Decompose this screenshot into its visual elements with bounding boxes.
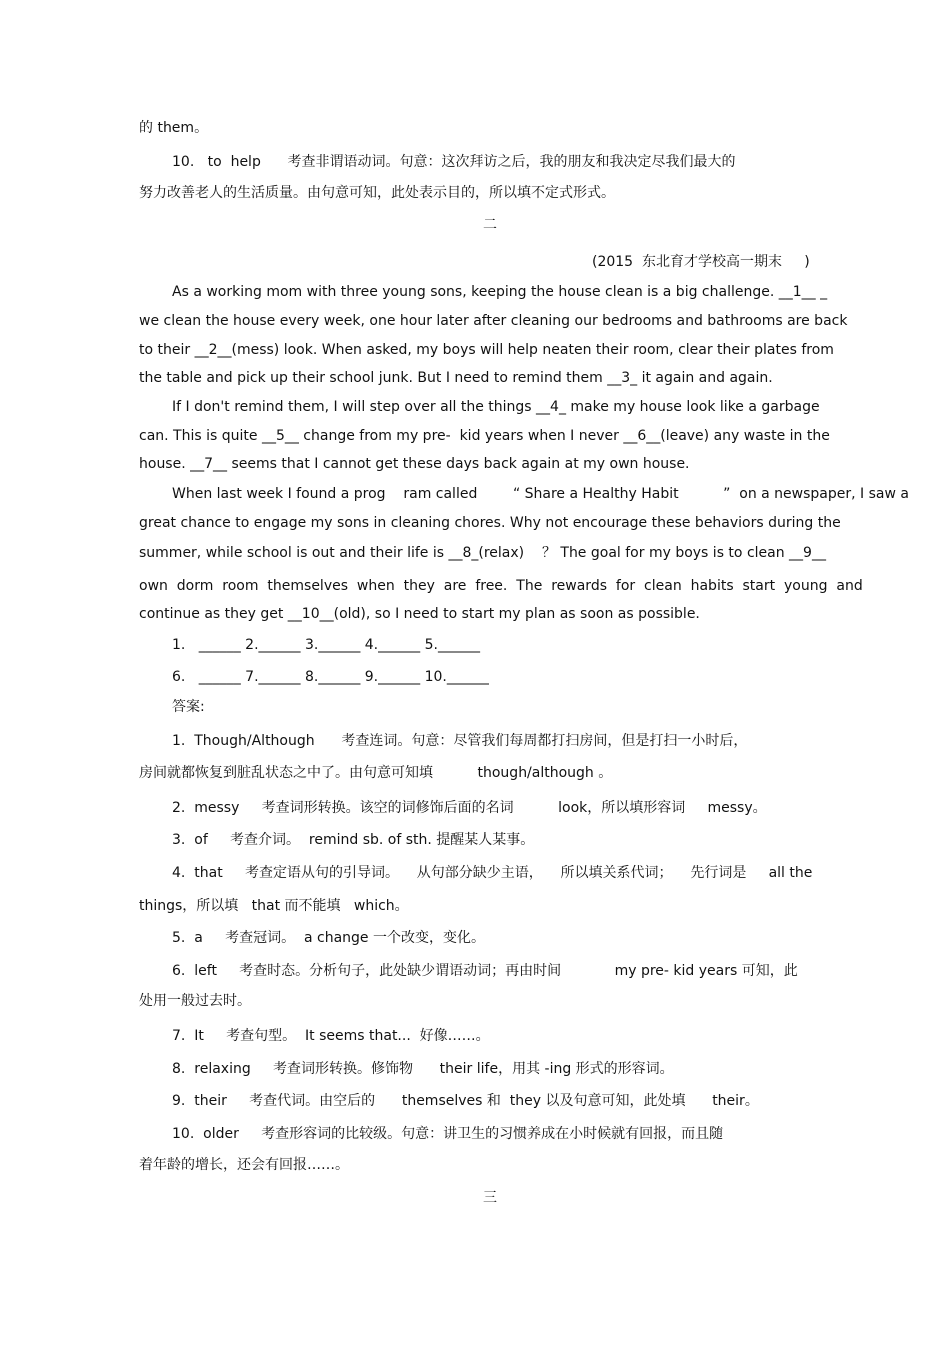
- answer-line: 5. a 考查冠词。 a change 一个改变，变化。: [172, 930, 485, 946]
- passage-line: we clean the house every week, one hour later after cleaning our bedrooms and bathrooms are back: [139, 313, 848, 329]
- answer-line: 处用一般过去时。: [139, 993, 251, 1009]
- passage-line: summer, while school is out and their life is __8_(relax) ？ The goal for my boys is to clean __9__: [139, 545, 826, 561]
- source-note: (2015 东北育才学校高一期末 ): [592, 254, 810, 270]
- passage-line: As a working mom with three young sons, keeping the house clean is a big challenge. __1__ _: [172, 284, 828, 300]
- answer-line: 8. relaxing 考查词形转换。修饰物 their life，用其 -ing 形式的形容词。: [172, 1061, 674, 1077]
- answer-line: 7. It 考查句型。 It seems that... 好像……。: [172, 1028, 490, 1044]
- passage-line: When last week I found a prog ram called “ Share a Healthy Habit ” on a newspaper, I saw a: [172, 486, 909, 502]
- answer-line: 2. messy 考查词形转换。该空的词修饰后面的名词 look，所以填形容词 messy。: [172, 800, 767, 816]
- answer-line: 6. left 考查时态。分析句子，此处缺少谓语动词；再由时间 my pre- kid years 可知，此: [172, 963, 798, 979]
- answer-line: 9. their 考查代词。由空后的 themselves 和 they 以及句意可知，此处填 their。: [172, 1093, 759, 1109]
- text-line: 努力改善老人的生活质量。由句意可知，此处表示目的，所以填不定式形式。: [139, 185, 615, 201]
- passage-line: to their __2__(mess) look. When asked, my boys will help neaten their room, clear their plates from: [139, 342, 834, 358]
- passage-line: own dorm room themselves when they are free. The rewards for clean habits start young and: [139, 578, 863, 594]
- answer-line: 4. that 考查定语从句的引导词。 从句部分缺少主语， 所以填关系代词； 先行词是 all the: [172, 865, 813, 881]
- section-heading: 二: [483, 217, 497, 233]
- answer-line: 着年龄的增长，还会有回报……。: [139, 1157, 349, 1173]
- passage-line: If I don't remind them, I will step over all the things __4_ make my house look like a garbage: [172, 399, 820, 415]
- answer-line: 3. of 考查介词。 remind sb. of sth. 提醒某人某事。: [172, 832, 535, 848]
- answer-blanks: 6. ______ 7.______ 8.______ 9.______ 10.______: [172, 669, 489, 685]
- passage-line: great chance to engage my sons in cleaning chores. Why not encourage these behaviors during the: [139, 515, 841, 531]
- answer-label: 答案:: [172, 699, 205, 715]
- answer-line: 房间就都恢复到脏乱状态之中了。由句意可知填 though/although 。: [139, 765, 613, 781]
- answer-line: things，所以填 that 而不能填 which。: [139, 898, 409, 914]
- answer-blanks: 1. ______ 2.______ 3.______ 4.______ 5.______: [172, 637, 480, 653]
- answer-line: 1. Though/Although 考查连词。句意：尽管我们每周都打扫房间，但是打扫一小时后，: [172, 733, 748, 749]
- passage-line: can. This is quite __5__ change from my pre- kid years when I never __6__(leave) any waste in the: [139, 428, 830, 444]
- section-heading: 三: [483, 1190, 497, 1206]
- answer-line: 10. older 考查形容词的比较级。句意：讲卫生的习惯养成在小时候就有回报，而且随: [172, 1126, 724, 1142]
- text-line: 10. to help 考查非谓语动词。句意：这次拜访之后，我的朋友和我决定尽我们最大的: [172, 154, 736, 170]
- passage-line: house. __7__ seems that I cannot get these days back again at my own house.: [139, 456, 690, 472]
- text-line: 的 them。: [139, 120, 209, 136]
- passage-line: continue as they get __10__(old), so I need to start my plan as soon as possible.: [139, 606, 700, 622]
- passage-line: the table and pick up their school junk. But I need to remind them __3_ it again and again.: [139, 370, 773, 386]
